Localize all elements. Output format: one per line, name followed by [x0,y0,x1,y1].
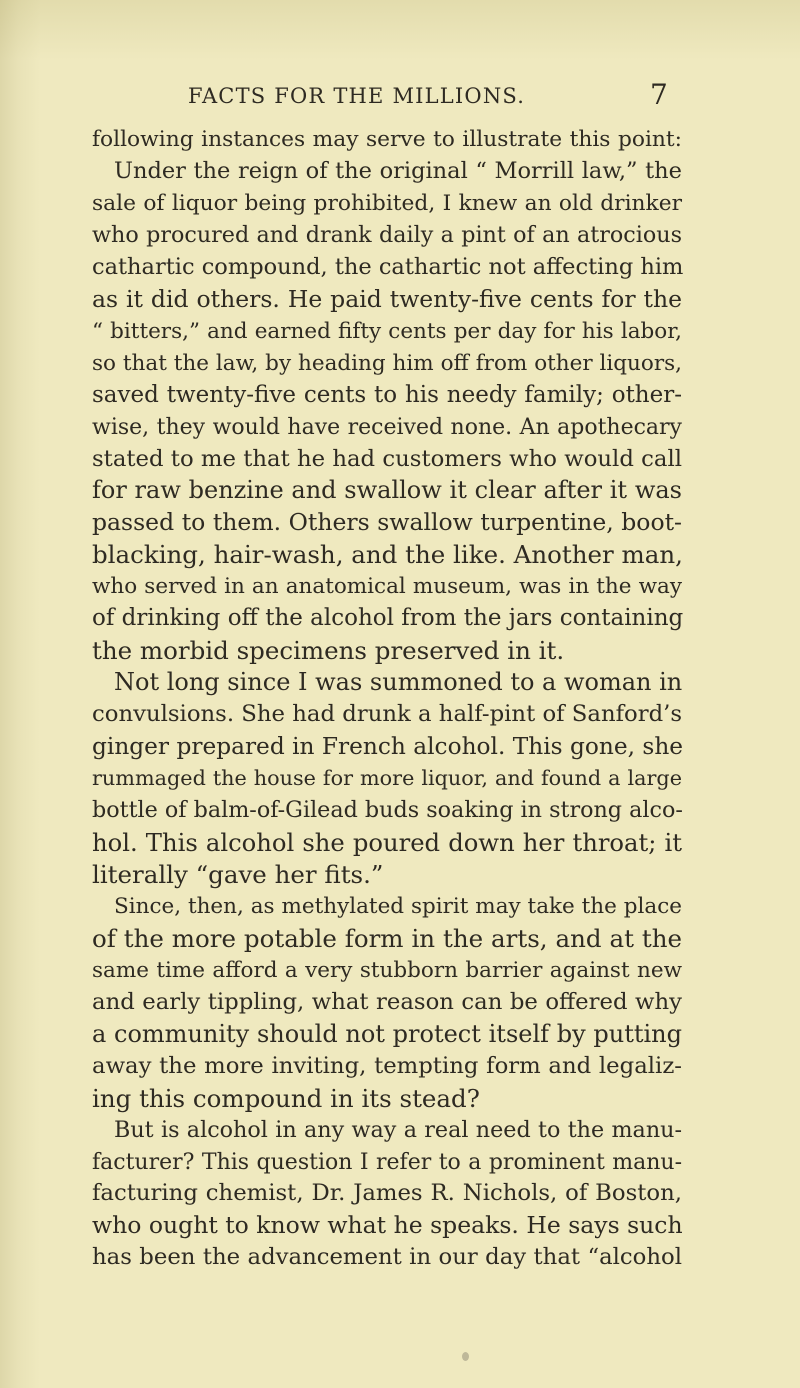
text-line: ginger prepared in French alcohol. This gone, she [92,733,684,761]
text-line: who ought to know what he speaks. He says such [92,1211,683,1240]
text-line: sale of liquor being prohibited, I knew an old drinker [92,190,682,216]
text-line: who procured and drank daily a pint of an atrocious [92,221,682,248]
text-line: as it did others. He paid twenty-five cents for the [92,284,682,313]
text-line: wise, they would have received none. An apothecary [92,414,682,440]
text-line: and early tippling, what reason can be offered why [92,988,682,1015]
text-line: cathartic compound, the cathartic not affecting him [92,253,684,280]
text-line: Under the reign of the original “ Morrill law,” the [114,157,682,184]
text-line: who served in an anatomical museum, was in the way [92,574,682,600]
text-line: so that the law, by heading him off from other liquors, [92,350,682,376]
text-line: But is alcohol in any way a real need to the manu- [114,1116,682,1143]
text-line: bottle of balm-of-Gilead buds soaking in strong alco- [92,797,683,824]
text-line: ing this compound in its stead? [92,1083,480,1113]
text-line: has been the advancement in our day that “alcohol [92,1244,682,1271]
text-line: following instances may serve to illustrate this point: [92,127,682,152]
body-text [92,124,682,1274]
text-line: Since, then, as methylated spirit may take the place [114,893,682,919]
running-head [170,78,670,114]
text-line: convulsions. She had drunk a half-pint of Sanford’s [92,701,683,728]
text-line: facturer? This question I refer to a prominent manu- [92,1149,682,1175]
ink-speck [462,1352,469,1361]
text-line: rummaged the house for more liquor, and found a large [92,766,682,791]
text-line: hol. This alcohol she poured down her throat; it [92,827,682,857]
text-line: for raw benzine and swallow it clear after it was [92,476,682,505]
text-line: blacking, hair-wash, and the like. Another man, [92,540,683,570]
text-line: facturing chemist, Dr. James R. Nichols, of Boston, [92,1180,682,1207]
text-line: saved twenty-five cents to his needy family; other- [92,381,682,408]
text-line: away the more inviting, tempting form and legaliz- [92,1052,682,1079]
text-line: of the more potable form in the arts, and at the [92,923,682,953]
text-line: a community should not protect itself by putting [92,1019,682,1048]
text-line: literally “gave her fits.” [92,859,384,889]
text-line: the morbid specimens preserved in it. [92,636,565,666]
page-number: 7 [650,78,668,111]
text-line: passed to them. Others swallow turpentine, boot- [92,508,682,537]
text-line: same time afford a very stubborn barrier against new [92,957,682,983]
text-line: Not long since I was summoned to a woman in [114,668,683,697]
text-line: of drinking off the alcohol from the jars containing [92,605,684,632]
text-line: stated to me that he had customers who would call [92,445,682,472]
text-line: “ bitters,” and earned fifty cents per day for his labor, [92,318,682,344]
running-title: FACTS FOR THE MILLIONS. [188,84,526,108]
